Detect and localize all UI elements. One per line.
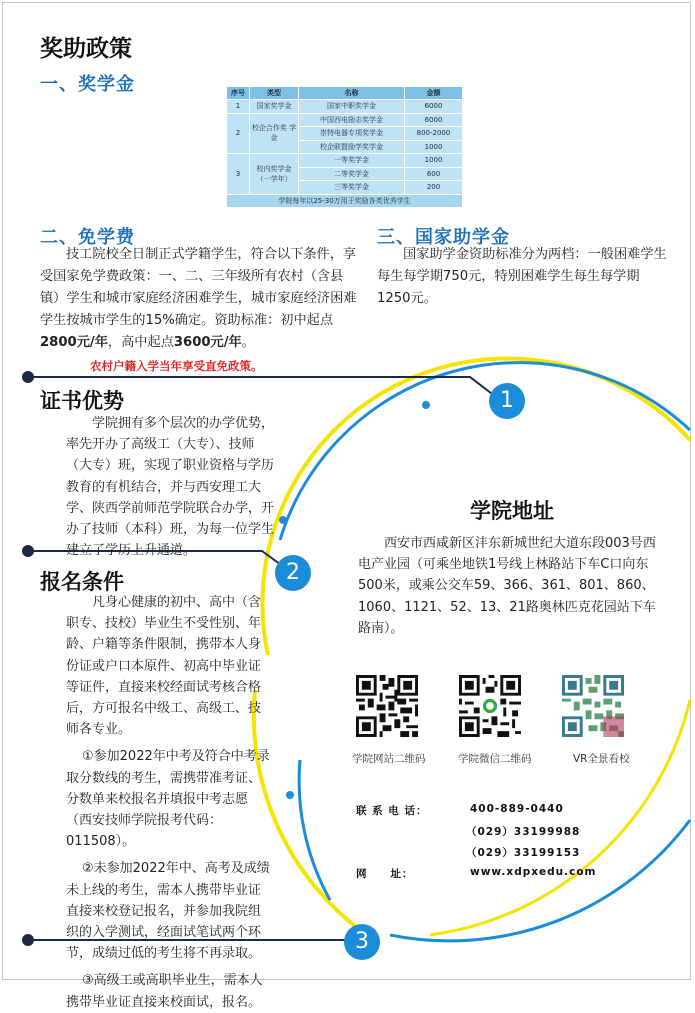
cert-text: 学院拥有多个层次的办学优势，率先开办了高级工（大专）、技师（大专）班，实现了职业资格与学历教育的有机结合，并与西安理工大学、陕西学前师范学院联合办学，开办了技师（本科）班，为每一位学生建立了学历上升通道。 (66, 416, 275, 559)
phone-label: 联 系 电 话： (356, 805, 428, 817)
cell-name: 三等奖学金 (299, 181, 405, 195)
website-label: 网 址： (356, 868, 414, 880)
tuition-end: 。 (241, 335, 255, 350)
table-row (227, 154, 463, 168)
table-header-row (227, 87, 463, 100)
tuition-amount-senior: 3600元/年 (173, 335, 242, 350)
cell-no: 3 (227, 154, 250, 195)
cell-amount: 1000 (405, 140, 463, 154)
cell-amount: 1000 (405, 154, 463, 168)
enroll-intro: 凡身心健康的初中、高中（含职专、技校）毕业生不受性别、年龄、户籍等条件限制，携带本人身份证或户口本原件、初高中毕业证等证件，直接来校经面试考核合格后，方可报名中级工、高级工、技师各专业。 (66, 595, 262, 738)
wechat-qr-code (459, 675, 521, 737)
cell-name: 一等奖学金 (299, 154, 405, 168)
cell-name: 崇特电器专项奖学金 (299, 127, 405, 141)
col-header: 序号 (227, 87, 250, 100)
cell-type: 国家奖学金 (250, 100, 299, 114)
vr-caption: VR全景看校 (573, 753, 630, 765)
col-header: 金额 (405, 87, 463, 100)
enroll-body (66, 592, 272, 1013)
table-row (227, 100, 463, 114)
cell-amount: 800-2000 (405, 127, 463, 141)
marker-3: 3 (344, 924, 380, 960)
tuition-paragraph (40, 244, 360, 354)
cert-title: 证书优势 (40, 388, 124, 413)
scholarship-heading: 一、奖学金 (40, 74, 135, 95)
cell-name: 校企联盟励学奖学金 (299, 140, 405, 154)
cell-no: 1 (227, 100, 250, 114)
col-header: 名称 (299, 87, 405, 100)
phone-number-3: （029）33199153 (466, 847, 581, 859)
col-header: 类型 (250, 87, 299, 100)
grant-text: 国家助学金资助标准分为两档：一般困难学生每生每学期750元，特别困难学生每生每学期1250元。 (377, 247, 667, 306)
cell-type: 校内奖学金（一学年） (250, 154, 299, 195)
table-row (227, 113, 463, 127)
phone-number-1: 400-889-0440 (470, 803, 564, 815)
cell-amount: 200 (405, 181, 463, 195)
cell-no: 2 (227, 113, 250, 154)
rural-note: 农村户籍入学当年享受直免政策。 (90, 359, 263, 373)
enroll-item-2: ②未参加2022年中、高考及成绩未上线的考生，需本人携带毕业证直接来校登记报名，并参加我院组织的入学测试，经面试笔试两个环节，成绩过低的考生将不再录取。 (66, 861, 270, 962)
cell-name: 二等奖学金 (299, 167, 405, 181)
table-note: 学院每年以25-30万用于奖励各类优秀学生 (227, 194, 463, 208)
cell-type: 校企合作奖 学 金 (250, 113, 299, 154)
vr-tour-qr-code (562, 675, 624, 737)
enroll-item-1: ①参加2022年中考及符合中考录取分数线的考生，需携带准考证、分数单来校报名并填报中考志愿（西安技师学院报考代码：011508）。 (66, 749, 270, 850)
marker-2: 2 (275, 555, 311, 591)
website-qr-caption: 学院网站二维码 (352, 753, 426, 765)
tuition-text: 技工院校全日制正式学籍学生，符合以下条件，享受国家免学费政策：一、二、三年级所有农村（含县镇）学生和城市家庭经济困难学生，城市家庭经济困难学生按城市学生的15%确定。资助标准：初中起点 (40, 247, 357, 328)
tuition-heading: 二、免学费 (40, 227, 135, 248)
enroll-title: 报名条件 (40, 569, 124, 594)
cell-name: 国家中职奖学金 (299, 100, 405, 114)
tuition-amount-junior: 2800元/年 (40, 335, 108, 350)
tuition-mid-text: ，高中起点 (107, 335, 174, 350)
cell-amount: 6000 (405, 100, 463, 114)
enroll-item-3: ③高级工或高职毕业生，需本人携带毕业证直接来校面试，报名。 (66, 973, 263, 1010)
page-title: 奖助政策 (40, 35, 132, 62)
cell-amount: 600 (405, 167, 463, 181)
grant-heading: 三、国家助学金 (377, 227, 510, 248)
address-title: 学院地址 (470, 498, 554, 523)
wechat-qr-caption: 学院微信二维码 (458, 753, 532, 765)
table-note-row (227, 194, 463, 208)
scholarship-table (226, 86, 463, 208)
cell-amount: 6000 (405, 113, 463, 127)
address-text: 西安市西咸新区沣东新城世纪大道东段003号西电产业园（可乘坐地铁1号线上林路站下车C口向东500米，或乘公交车59、366、361、801、860、1060、1121、52、13、21路奥林匹克花园站下车路南）。 (358, 536, 656, 636)
marker-1: 1 (489, 383, 525, 419)
website-qr-code (356, 675, 418, 737)
website-url[interactable]: www.xdpxedu.com (470, 866, 597, 878)
cell-name: 中国西电励志奖学金 (299, 113, 405, 127)
phone-number-2: （029）33199988 (466, 826, 581, 838)
